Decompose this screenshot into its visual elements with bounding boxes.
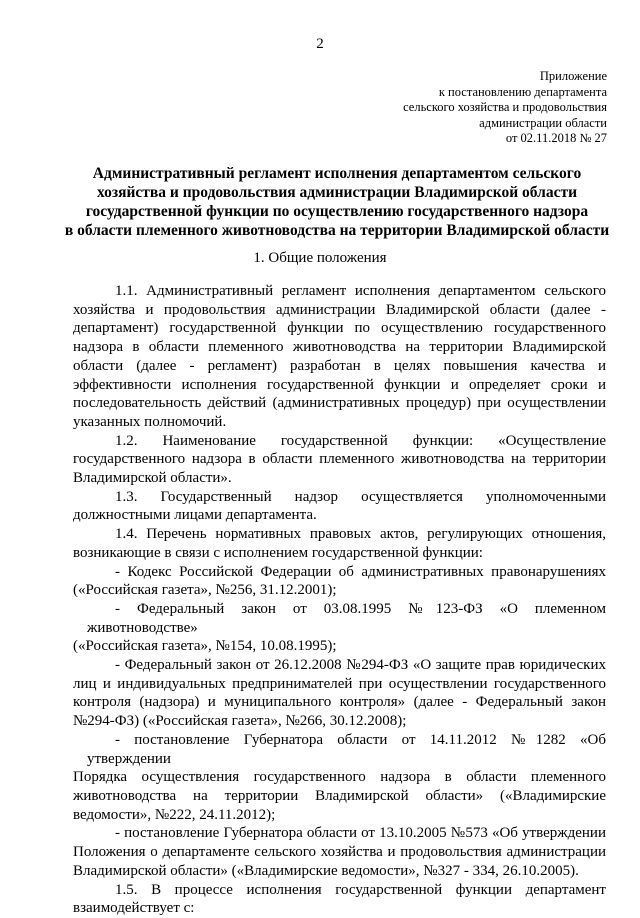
body-paragraph xyxy=(73,656,606,731)
paragraph-line: животноводства на территории Владимирской области» («Владимирские xyxy=(73,787,606,804)
title-line: в области племенного животноводства на территории Владимирской области xyxy=(64,222,610,239)
body-paragraph xyxy=(73,824,606,880)
title-line: хозяйства и продовольствия администрации Владимирской области xyxy=(96,184,578,201)
appendix-line: сельского хозяйства и продовольствия xyxy=(403,100,607,114)
paragraph-line: указанных полномочий. xyxy=(73,413,227,430)
paragraph-line: - Федеральный закон от 03.08.1995 №123-ФЗ «О племенном животноводстве» xyxy=(87,600,606,636)
paragraph-line: Порядка осуществления государственного надзора в области племенного xyxy=(73,769,606,786)
body-paragraph xyxy=(73,563,606,600)
paragraph-line: Положения о департаменте сельского хозяйства и продовольствия администрации xyxy=(73,844,606,861)
paragraph-line: должностными лицами департамента. xyxy=(73,507,317,524)
title-line: Административный регламент исполнения департаментом сельского xyxy=(92,165,582,182)
body-paragraph xyxy=(73,600,606,656)
paragraph-line: возникающие в связи с исполнением государственной функции: xyxy=(73,544,483,561)
paragraph-line: Владимирской области». xyxy=(73,470,232,487)
paragraph-line: хозяйства и продовольствия администрации Владимирской области (далее - xyxy=(73,301,606,318)
section-heading: 1. Общие положения xyxy=(253,250,387,266)
paragraph-line: 1.5. В процессе исполнения государственной функции департамент xyxy=(115,881,606,898)
paragraph-line: - постановление Губернатора области от 14.11.2012 №1282 «Об утверждении xyxy=(87,731,606,767)
appendix-line: к постановлению департамента xyxy=(438,84,607,99)
document-title xyxy=(58,164,616,240)
paragraph-line: («Российская газета», №154, 10.08.1995); xyxy=(73,638,337,655)
page-number: 2 xyxy=(316,36,324,52)
paragraph-line: контроля (надзора) и муниципального контроля» (далее - Федеральный закон xyxy=(73,694,606,711)
paragraph-line: департамент) государственной функции по осуществлению государственного xyxy=(73,320,606,337)
paragraph-line: ведомости», №222, 24.11.2012); xyxy=(73,806,276,823)
paragraph-line: - Кодекс Российской Федерации об административных правонарушениях xyxy=(115,563,606,580)
paragraph-line: 1.3. Государственный надзор осуществляется уполномоченными xyxy=(115,488,606,505)
paragraph-line: («Российская газета», №256, 31.12.2001); xyxy=(73,582,337,599)
paragraph-line: взаимодействует с: xyxy=(73,900,195,917)
body-paragraph xyxy=(73,488,606,525)
paragraph-line: надзора в области племенного животноводства на территории Владимирской xyxy=(73,339,606,356)
paragraph-line: - Федеральный закон от 26.12.2008 №294-ФЗ «О защите прав юридических xyxy=(115,657,606,674)
title-line: государственной функции по осуществлению государственного надзора xyxy=(85,203,589,220)
appendix-line: Приложение xyxy=(539,69,607,83)
paragraph-line: 1.2. Наименование государственной функции: «Осуществление xyxy=(115,432,606,449)
body-paragraph xyxy=(73,432,606,488)
appendix-line: от 02.11.2018 № 27 xyxy=(505,131,607,145)
paragraph-line: последовательность действий (административных процедур) при осуществлении xyxy=(73,395,606,412)
paragraph-line: 1.4. Перечень нормативных правовых актов, регулирующих отношения, xyxy=(115,526,606,543)
paragraph-line: 1.1. Административный регламент исполнения департаментом сельского xyxy=(115,283,606,299)
paragraph-line: лиц и индивидуальных предпринимателей при осуществлении государственного xyxy=(73,675,606,692)
appendix-line: администрации области xyxy=(479,115,607,130)
paragraph-line: - постановление Губернатора области от 13.10.2005 №573 «Об утверждении xyxy=(115,825,606,842)
paragraph-line: Владимирской области» («Владимирские ведомости», №327 - 334, 26.10.2005). xyxy=(73,862,579,879)
paragraph-line: эффективности исполнения государственной функции и определяет сроки и xyxy=(73,376,606,393)
body-paragraph xyxy=(73,525,606,562)
appendix-block xyxy=(403,69,607,147)
paragraph-line: №294-ФЗ) («Российская газета», №266, 30.12.2008); xyxy=(73,713,407,730)
body-paragraph xyxy=(73,282,606,432)
body-paragraph xyxy=(73,881,606,918)
body-paragraph xyxy=(73,731,606,825)
body-text xyxy=(73,282,606,918)
paragraph-line: области (далее - регламент) разработан в целях повышения качества и xyxy=(73,357,606,374)
paragraph-line: государственного надзора в области племенного животноводства на территории xyxy=(73,451,606,468)
